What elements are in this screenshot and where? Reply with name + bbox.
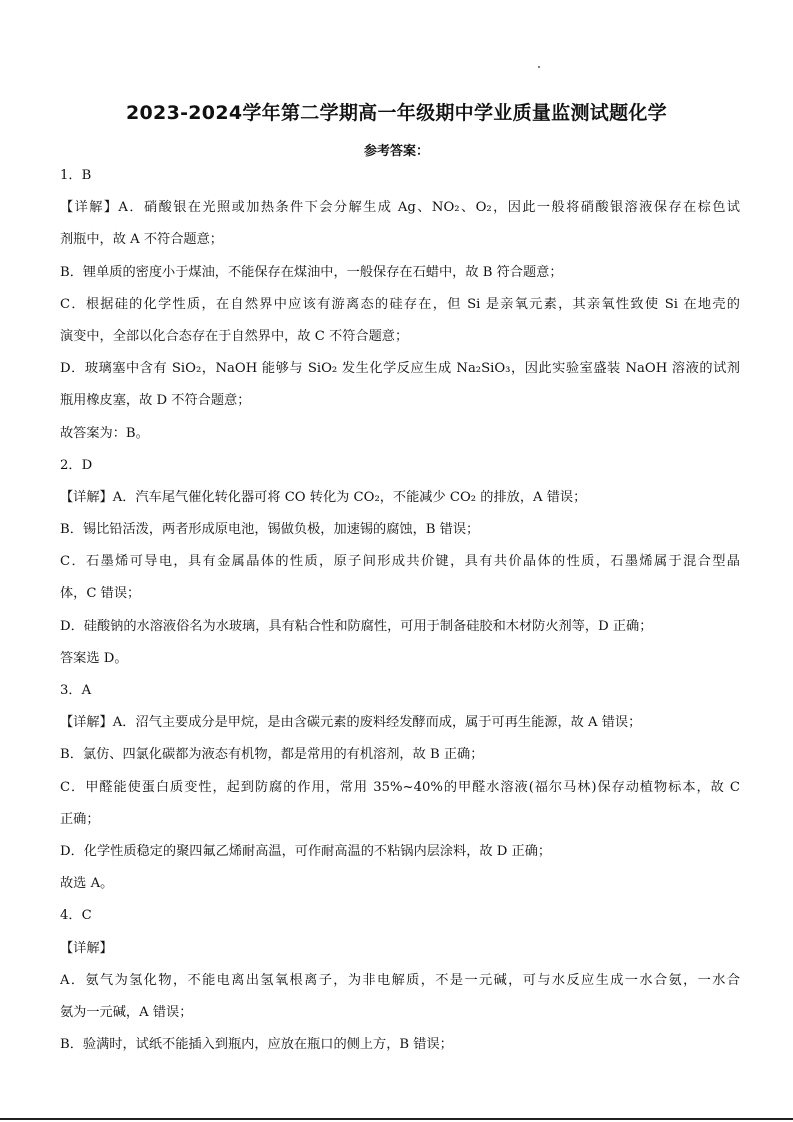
explanation-line: 演变中，全部以化合态存在于自然界中，故 C 不符合题意； <box>60 328 409 344</box>
explanation-line: 体，C 错误； <box>60 586 141 602</box>
explanation-line: 【详解】A．沼气主要成分是甲烷，是由含碳元素的废料经发酵而成，属于可再生能源，故 A 错误； <box>60 715 642 731</box>
explanation-line: D．化学性质稳定的聚四氟乙烯耐高温，可作耐高温的不粘锅内层涂料，故 D 正确； <box>60 843 552 859</box>
explanation-line: 正确； <box>60 811 100 827</box>
explanation-line: B．锂单质的密度小于煤油，不能保存在煤油中，一般保存在石蜡中，故 B 符合题意； <box>60 264 563 280</box>
explanation-line: 【详解】A．汽车尾气催化转化器可将 CO 转化为 CO₂，不能减少 CO₂ 的排放，A 错误； <box>60 489 587 505</box>
explanation-line: C．甲醛能使蛋白质变性，起到防腐的作用，常用 35%~40%的甲醛水溶液(福尔马林)保存动植物标本，故 C <box>60 779 740 795</box>
explanation-line: 剂瓶中，故 A 不符合题意； <box>60 232 223 248</box>
explanation-line: B．验满时，试纸不能插入到瓶内，应放在瓶口的侧上方，B 错误； <box>60 1037 453 1053</box>
page-bottom-border <box>0 1118 793 1120</box>
explanation-line: B．氯仿、四氯化碳都为液态有机物，都是常用的有机溶剂，故 B 正确； <box>60 747 484 763</box>
explanation-line: 瓶用橡皮塞，故 D 不符合题意； <box>60 393 251 409</box>
answer-conclusion: 故选 A。 <box>60 876 114 892</box>
explanation-line: D．硅酸钠的水溶液俗名为水玻璃，具有粘合性和防腐性，可用于制备硅胶和木材防火剂等，D 正确； <box>60 618 653 634</box>
question-number-3: 3．A <box>60 683 92 698</box>
answer-content <box>60 160 740 1061</box>
page-title: 2023-2024学年第二学期高一年级期中学业质量监测试题化学 <box>126 102 667 124</box>
explanation-line: A．氨气为氢化物，不能电离出氢氧根离子，为非电解质，不是一元碱，可与水反应生成一水合氨，一水合 <box>60 972 740 988</box>
explanation-line: C．石墨烯可导电，具有金属晶体的性质，原子间形成共价键，具有共价晶体的性质，石墨烯属于混合型晶 <box>60 554 740 570</box>
question-number-2: 2．D <box>60 457 93 473</box>
explanation-heading: 【详解】 <box>60 940 113 956</box>
explanation-line: 【详解】A．硝酸银在光照或加热条件下会分解生成 Ag、NO₂、O₂，因此一般将硝酸银溶液保存在棕色试 <box>60 200 740 216</box>
scan-dot <box>538 66 540 68</box>
question-number-4: 4．C <box>60 908 92 924</box>
answer-conclusion: 故答案为：B。 <box>60 425 149 441</box>
question-number-1: 1．B <box>60 168 92 183</box>
explanation-line: C．根据硅的化学性质，在自然界中应该有游离态的硅存在，但 Si 是亲氧元素，其亲氧性致使 Si 在地壳的 <box>60 296 740 312</box>
explanation-line: B．锡比铅活泼，两者形成原电池，锡做负极，加速锡的腐蚀，B 错误； <box>60 522 480 538</box>
answer-key-heading: 参考答案： <box>363 144 429 159</box>
answer-conclusion: 答案选 D。 <box>60 650 128 666</box>
explanation-line: D．玻璃塞中含有 SiO₂，NaOH 能够与 SiO₂ 发生化学反应生成 Na₂SiO₃，因此实验室盛装 NaOH 溶液的试剂 <box>60 361 740 377</box>
explanation-line: 氨为一元碱，A 错误； <box>60 1004 193 1020</box>
